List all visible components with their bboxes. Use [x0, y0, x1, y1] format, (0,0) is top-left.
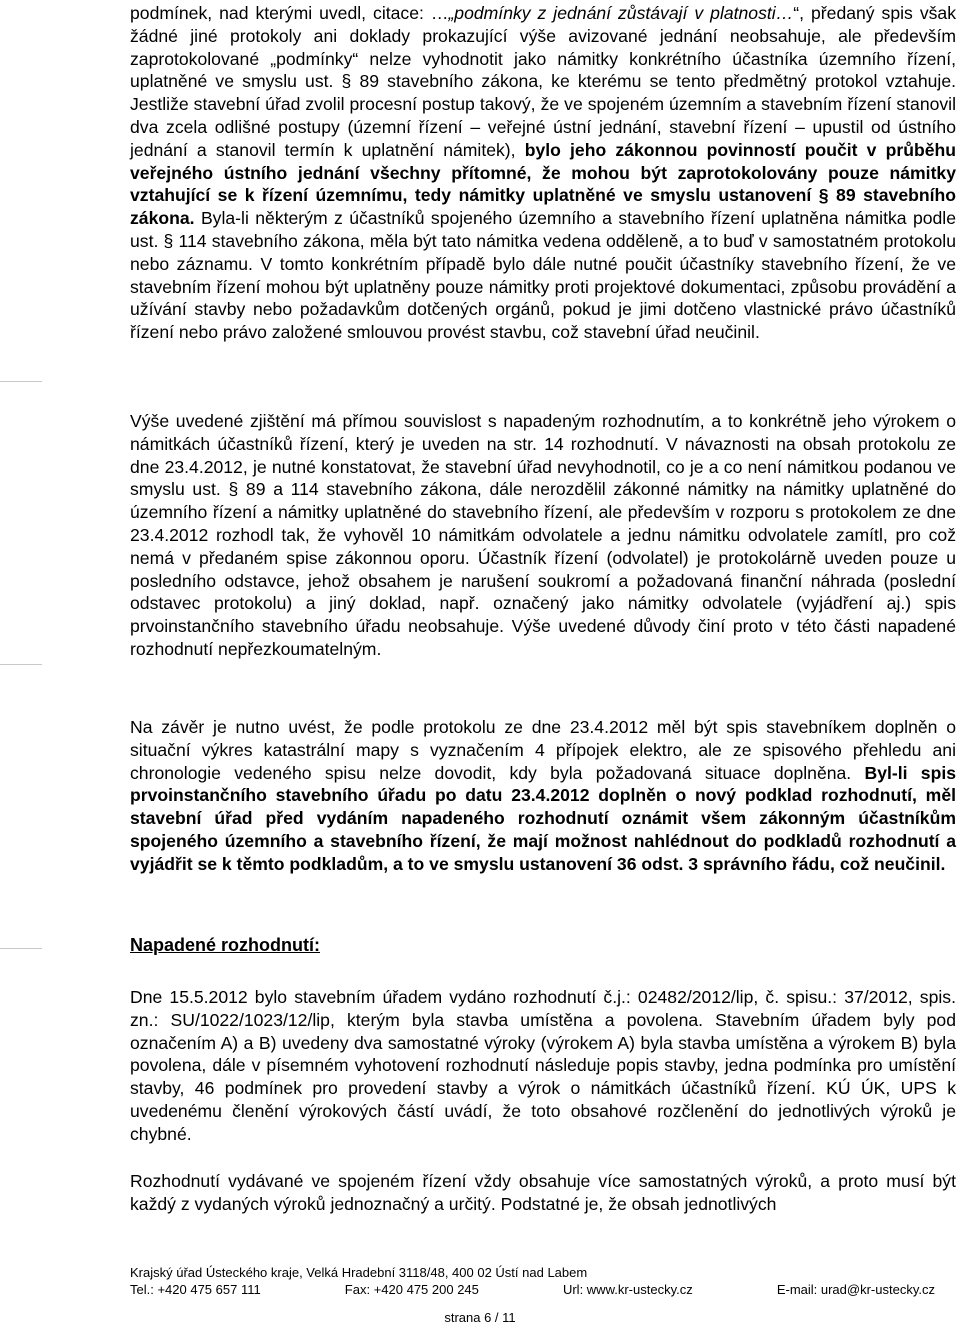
text-segment: podmínek, nad kterými uvedl, citace: … — [130, 3, 449, 23]
quoted-citation: „podmínky z jednání zůstávají v platnosti… — [448, 3, 794, 23]
page-footer — [130, 1264, 935, 1298]
footer-contacts — [130, 1281, 935, 1298]
footer-email: E-mail: urad@kr-ustecky.cz — [776, 1282, 935, 1297]
footer-url: Url: www.kr-ustecky.cz — [562, 1282, 693, 1297]
paragraph-decision: Dne 15.5.2012 bylo stavebním úřadem vydáno rozhodnutí č.j.: 02482/2012/lip, č. spisu.: 37/2012, spis. zn.: SU/1022/1023/12/lip, kterým byla stavba umístěna a povolena. Stavebním úřadem byly pod označením A) a B) uvedeny dva samostatné výroky (výrokem A) byla stavba umístěna a výrokem B) byla povolena, dále v písemném vyhotovení rozhodnutí následuje popis stavby, jedna podmínka pro umístění stavby, 46 podmínek pro provedení stavby a výrok o námitkách účastníků řízení. KÚ ÚK, UPS k uvedenému členění výrokových částí uvádí, že toto obsahové rozčlenění do jednotlivých výroků je chybné. — [130, 987, 956, 1144]
section-heading: Napadené rozhodnutí: — [130, 935, 320, 955]
paragraph-findings: Výše uvedené zjištění má přímou souvislost s napadeným rozhodnutím, a to konkrétně jeho výrokem o námitkách účastníků řízení, který je uveden na str. 14 rozhodnutí. V návaznosti na obsah protokolu ze dne 23.4.2012, je nutné konstatovat, že stavební úřad nevyhodnotil, co je a co není námitkou podanou ve smyslu ust. § 89 a 114 stavebního zákona, dále nerozdělil zákonné námitky na námitky uplatněné do územního řízení a námitky uplatněné do stavebního řízení, ale především v rozporu s protokolem ze dne 23.4.2012 rozhodl tak, že vyhověl 10 námitkám odvolatele a jednu námitku odvolatele zamítl, pro což nemá v předaném spise zákonnou oporu. Účastník řízení (odvolatel) je protokolárně uveden pouze u posledního odstavce, jehož obsahem je narušení soukromí a požadovaná finanční náhrada (poslední odstavec protokolu) a jiný doklad, např. označený jako námitky odvolatele (vyjádření aj.) spis prvoinstančního stavebního úřadu neobsahuje. Výše uvedené důvody činí proto v této části napadené rozhodnutí nepřezkoumatelným. — [130, 411, 956, 659]
text-segment: “, předaný spis však žádné jiné protokoly ani doklady prokazující výše avizované jednání neobsahuje, ale především zaprotokolované „podmínky“ nelze vyhodnotit jako námitky konkrétního účastníka územního řízení, uplatněné ve smyslu ust. § 89 stavebního zákona, ke kterému se tento předmětný protokol vztahuje. Jestliže stavební úřad zvolil procesní postup takový, že ve spojeném územním a stavebním řízení stanovil dva zcela odlišné postupy (územní řízení – veřejné ústní jednání, stavební řízení – upustil od ústního jednání a stanovil termín k uplatnění námitek), — [130, 3, 956, 160]
paragraph-joint-proceedings: Rozhodnutí vydávané ve spojeném řízení vždy obsahuje více samostatných výroků, a proto musí být každý z vydaných výroků jednoznačný a určitý. Podstatné je, že obsah jednotlivých — [130, 1171, 956, 1214]
footer-fax: Fax: +420 475 200 245 — [344, 1282, 479, 1297]
page-number: strana 6 / 11 — [444, 1310, 516, 1325]
emphasized-text: Byl-li spis prvoinstančního stavebního úřadu po datu 23.4.2012 doplněn o nový podklad rozhodnutí, měl stavební úřad před vydáním napadeného rozhodnutí oznámit všem zákonným účastníkům spojeného územního a stavebního řízení, že mají možnost nahlédnout do podkladů rozhodnutí a vyjádřit se k těmto podkladům, a to ve smyslu ustanovení 36 odst. 3 správního řádu, což neučinil. — [130, 762, 956, 874]
emphasized-text: bylo jeho zákonnou povinností poučit v průběhu veřejného ústního jednání všechny přítomné, že mohou být zaprotokolovány pouze námitky vztahující se k řízení územnímu, tedy námitky uplatněné ve smyslu ustanovení § 89 stavebního zákona. — [130, 139, 956, 229]
text-segment: Na závěr je nutno uvést, že podle protokolu ze dne 23.4.2012 měl být spis stavebníkem doplněn o situační výkres katastrální mapy s vyznačením 4 přípojek elektro, ale ze spisového přehledu ani chronologie vedeného spisu nelze dovodit, kdy byla požadovaná situace doplněna. — [130, 717, 956, 783]
text-segment: Byla-li některým z účastníků spojeného územního a stavebního řízení uplatněna námitka podle ust. § 114 stavebního zákona, měla být tato námitka vedena odděleně, a to buď v samostatném protokolu nebo záznamu. V tomto konkrétním případě bylo dále nutné poučit účastníky stavebního řízení, že ve stavebním řízení mohou být uplatněny pouze námitky proti projektové dokumentaci, způsobu provádění a užívání stavby nebo požadavkům dotčených orgánů, pokud je jimi dotčeno vlastnické právo účastníků řízení nebo právo založené smlouvou provést stavbu, což stavební úřad neučinil. — [130, 208, 956, 343]
footer-address: Krajský úřad Ústeckého kraje, Velká Hradební 3118/48, 400 02 Ústí nad Labem — [130, 1265, 588, 1280]
margin-mark-2 — [0, 664, 42, 665]
margin-mark-3 — [0, 948, 42, 949]
paragraph-protocol-conditions — [130, 2, 956, 344]
footer-phone: Tel.: +420 475 657 111 — [130, 1282, 261, 1297]
margin-mark-1 — [0, 381, 42, 382]
paragraph-conclusion — [130, 716, 956, 876]
